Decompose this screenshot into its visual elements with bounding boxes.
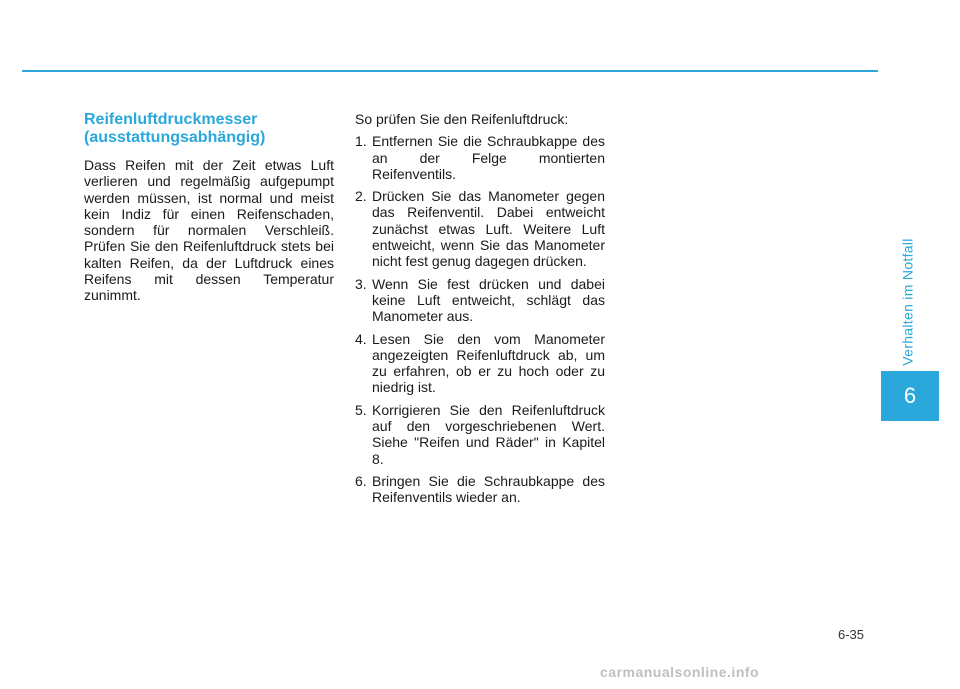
intro-paragraph: Dass Reifen mit der Zeit etwas Luft verlieren und regelmäßig aufgepumpt werden müssen, ist normal und meist kein Indiz für einen Reifenschaden, sondern für normalen Verschleiß. Prüfen Sie den Reifenluftdruck stets bei kalten Reifen, da der Luftdruck eines Reifens mit dessen Temperatur zunimmt. [84,157,334,304]
chapter-tab[interactable]: 6 [881,371,939,421]
chapter-title-text: Verhalten im Notfall [900,238,916,366]
heading-line-1: Reifenluftdruckmesser [84,111,258,128]
step-text: Bringen Sie die Schraubkappe des Reifenventils wieder an. [372,472,605,506]
step-item [355,473,605,506]
header-rule [22,70,878,72]
right-column [355,111,605,512]
step-text: Drücken Sie das Manometer gegen das Reifenventil. Dabei entweicht zunächst etwas Luft. Weitere Luft entweicht, wenn Sie das Manometer nicht fest genug dagegen drücken. [372,188,605,270]
chapter-side-title [893,222,923,382]
steps-list [355,133,605,505]
step-text: Entfernen Sie die Schraubkappe des an der Felge montierten Reifenventils. [372,133,605,182]
step-text: Lesen Sie den vom Manometer angezeigten Reifenluftdruck ab, um zu erfahren, ob er zu hoch oder zu niedrig ist. [372,330,605,396]
step-item [355,331,605,396]
step-number: 5. [355,401,367,418]
left-column [84,111,334,304]
step-item [355,133,605,182]
page-number: 6-35 [838,627,865,642]
step-text: Korrigieren Sie den Reifenluftdruck auf den vorgeschriebenen Wert. Siehe "Reifen und Räder" in Kapitel 8. [372,401,605,467]
step-number: 4. [355,330,367,347]
watermark: carmanualsonline.info [600,664,760,680]
step-number: 3. [355,275,367,292]
step-item [355,402,605,467]
heading-line-2: (ausstattungsabhängig) [84,129,266,146]
step-number: 2. [355,188,367,205]
step-text: Wenn Sie fest drücken und dabei keine Luft entweicht, schlägt das Manometer aus. [372,275,605,325]
step-item [355,188,605,269]
section-heading [84,111,334,147]
steps-intro: So prüfen Sie den Reifenluftdruck: [355,111,569,127]
step-number: 1. [355,133,367,150]
step-item [355,276,605,325]
step-number: 6. [355,472,367,489]
